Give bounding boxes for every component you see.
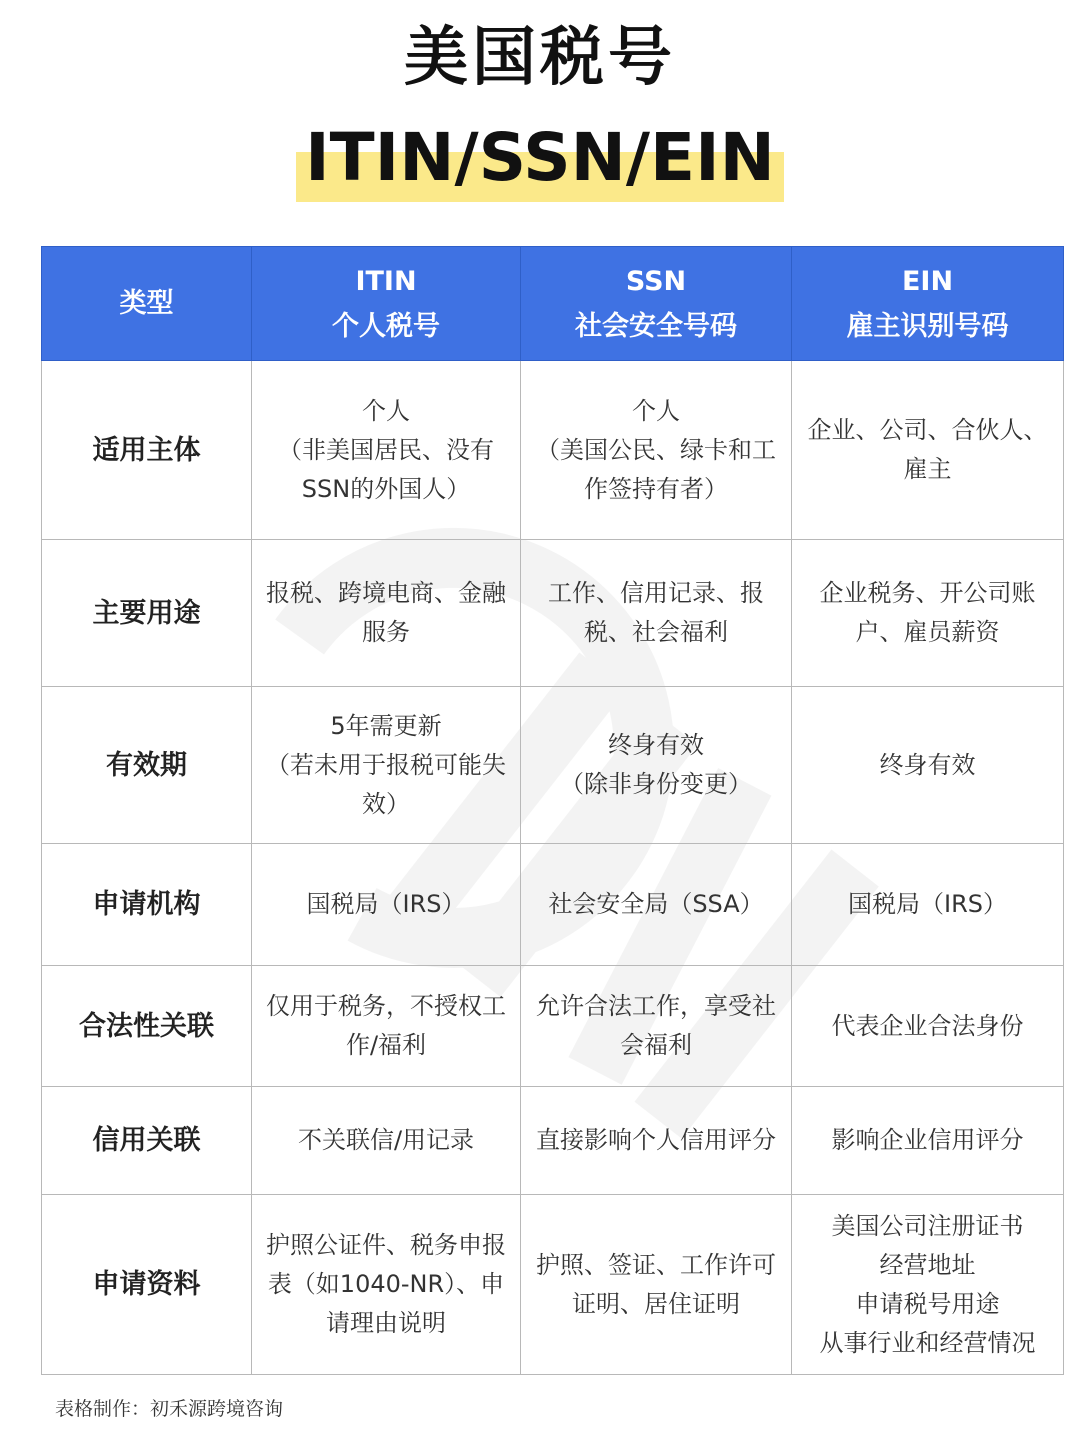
corner-label: 类型 — [119, 288, 174, 319]
row-header-cell — [42, 540, 252, 687]
page-subtitle: ITIN/SSN/EIN — [305, 119, 775, 196]
table-row — [42, 844, 1064, 966]
table-cell-itin — [252, 687, 521, 844]
table-cell-itin — [252, 540, 521, 687]
cell-text-line: 服务 — [362, 618, 410, 646]
cell-text-line: 申请税号用途 — [855, 1289, 1000, 1318]
column-name: 个人税号 — [332, 310, 440, 342]
row-header-cell — [42, 844, 252, 966]
cell-text-line: 作/福利 — [345, 1031, 427, 1059]
tax-id-comparison-table — [41, 246, 1064, 1375]
row-header-cell — [42, 687, 252, 844]
row-label: 主要用途 — [92, 597, 201, 629]
table-cell-ein — [792, 844, 1064, 966]
table-cell-itin — [252, 1087, 521, 1195]
cell-text-line: 5年需更新 — [330, 711, 442, 740]
cell-text-line: 雇主 — [903, 455, 952, 483]
cell-text-line: （美国公民、绿卡和工 — [536, 435, 776, 464]
cell-text-line: 表（如1040-NR）、申 — [267, 1270, 505, 1298]
column-header-ein — [792, 247, 1064, 361]
cell-text-line: 个人 — [362, 396, 410, 425]
cell-text-line: 社会安全局（SSA） — [548, 890, 764, 918]
table-cell-ssn — [521, 687, 792, 844]
table-cell-ssn — [521, 540, 792, 687]
row-label: 有效期 — [106, 749, 187, 781]
cell-text-line: 终身有效 — [879, 750, 976, 779]
table-row — [42, 966, 1064, 1087]
column-header-ssn — [521, 247, 792, 361]
cell-text-line: 证明、居住证明 — [572, 1289, 740, 1318]
cell-text-line: 终身有效 — [608, 731, 704, 759]
cell-text-line: 国税局（IRS） — [306, 890, 466, 918]
table-cell-itin — [252, 966, 521, 1087]
cell-text-line: 会福利 — [620, 1031, 692, 1059]
cell-text-line: 影响企业信用评分 — [831, 1126, 1024, 1154]
table-cell-ein — [792, 540, 1064, 687]
cell-text-line: 护照公证件、税务申报 — [266, 1231, 506, 1259]
table-cell-ein — [792, 1087, 1064, 1195]
table-cell-itin — [252, 361, 521, 540]
cell-text-line: 允许合法工作，享受社 — [536, 992, 776, 1020]
row-label: 适用主体 — [92, 434, 201, 466]
row-header-cell — [42, 1195, 252, 1375]
cell-text-line: 个人 — [632, 396, 680, 425]
table-row — [42, 687, 1064, 844]
cell-text-line: 作签持有者） — [584, 474, 728, 503]
cell-text-line: 国税局（IRS） — [848, 890, 1007, 918]
column-code: SSN — [625, 265, 687, 297]
table-cell-ssn — [521, 361, 792, 540]
table-cell-ssn — [521, 1087, 792, 1195]
cell-text-line: SSN的外国人） — [301, 474, 471, 503]
row-label: 申请机构 — [92, 889, 201, 920]
cell-text-line: 仅用于税务，不授权工 — [266, 992, 506, 1020]
table-cell-ssn — [521, 966, 792, 1087]
cell-text-line: 护照、签证、工作许可 — [536, 1250, 776, 1279]
cell-text-line: 工作、信用记录、报 — [548, 579, 764, 607]
row-header-cell — [42, 361, 252, 540]
table-cell-ein — [792, 966, 1064, 1087]
table-row — [42, 540, 1064, 687]
table-cell-ein — [792, 1195, 1064, 1375]
cell-text-line: 效） — [362, 789, 410, 818]
cell-text-line: 直接影响个人信用评分 — [536, 1126, 776, 1154]
cell-text-line: 税、社会福利 — [584, 618, 728, 646]
cell-text-line: （若未用于报税可能失 — [266, 750, 506, 779]
cell-text-line: 从事行业和经营情况 — [819, 1328, 1036, 1357]
table-cell-ein — [792, 361, 1064, 540]
table-header-row — [42, 247, 1064, 361]
table-cell-ein — [792, 687, 1064, 844]
table-cell-itin — [252, 1195, 521, 1375]
page-title: 美国税号 — [404, 21, 676, 95]
cell-text-line: 户、雇员薪资 — [855, 618, 1000, 646]
cell-text-line: 报税、跨境电商、金融 — [266, 579, 506, 607]
row-label: 合法性关联 — [79, 1010, 214, 1042]
row-label: 信用关联 — [92, 1125, 201, 1156]
column-name: 社会安全号码 — [575, 310, 737, 342]
row-header-cell — [42, 966, 252, 1087]
column-name: 雇主识别号码 — [846, 310, 1009, 342]
table-cell-itin — [252, 844, 521, 966]
cell-text-line: 请理由说明 — [326, 1309, 446, 1337]
table-row — [42, 1195, 1064, 1375]
table-cell-ssn — [521, 1195, 792, 1375]
cell-text-line: （非美国居民、没有 — [278, 435, 494, 464]
cell-text-line: 代表企业合法身份 — [831, 1011, 1024, 1040]
table-cell-ssn — [521, 844, 792, 966]
table-credit: 表格制作：初禾源跨境咨询 — [55, 1398, 284, 1420]
column-code: EIN — [901, 265, 954, 297]
cell-text-line: 企业税务、开公司账 — [819, 579, 1036, 607]
cell-text-line: 经营地址 — [879, 1250, 976, 1279]
row-label: 申请资料 — [92, 1269, 201, 1300]
table-row — [42, 1087, 1064, 1195]
column-header-itin — [252, 247, 521, 361]
cell-text-line: 美国公司注册证书 — [831, 1211, 1024, 1240]
row-header-cell — [42, 1087, 252, 1195]
column-code: ITIN — [355, 265, 417, 297]
corner-header-cell — [42, 247, 252, 361]
cell-text-line: （除非身份变更） — [560, 770, 752, 798]
table-row — [42, 361, 1064, 540]
cell-text-line: 企业、公司、合伙人、 — [807, 416, 1048, 444]
cell-text-line: 不关联信/用记录 — [297, 1126, 475, 1154]
